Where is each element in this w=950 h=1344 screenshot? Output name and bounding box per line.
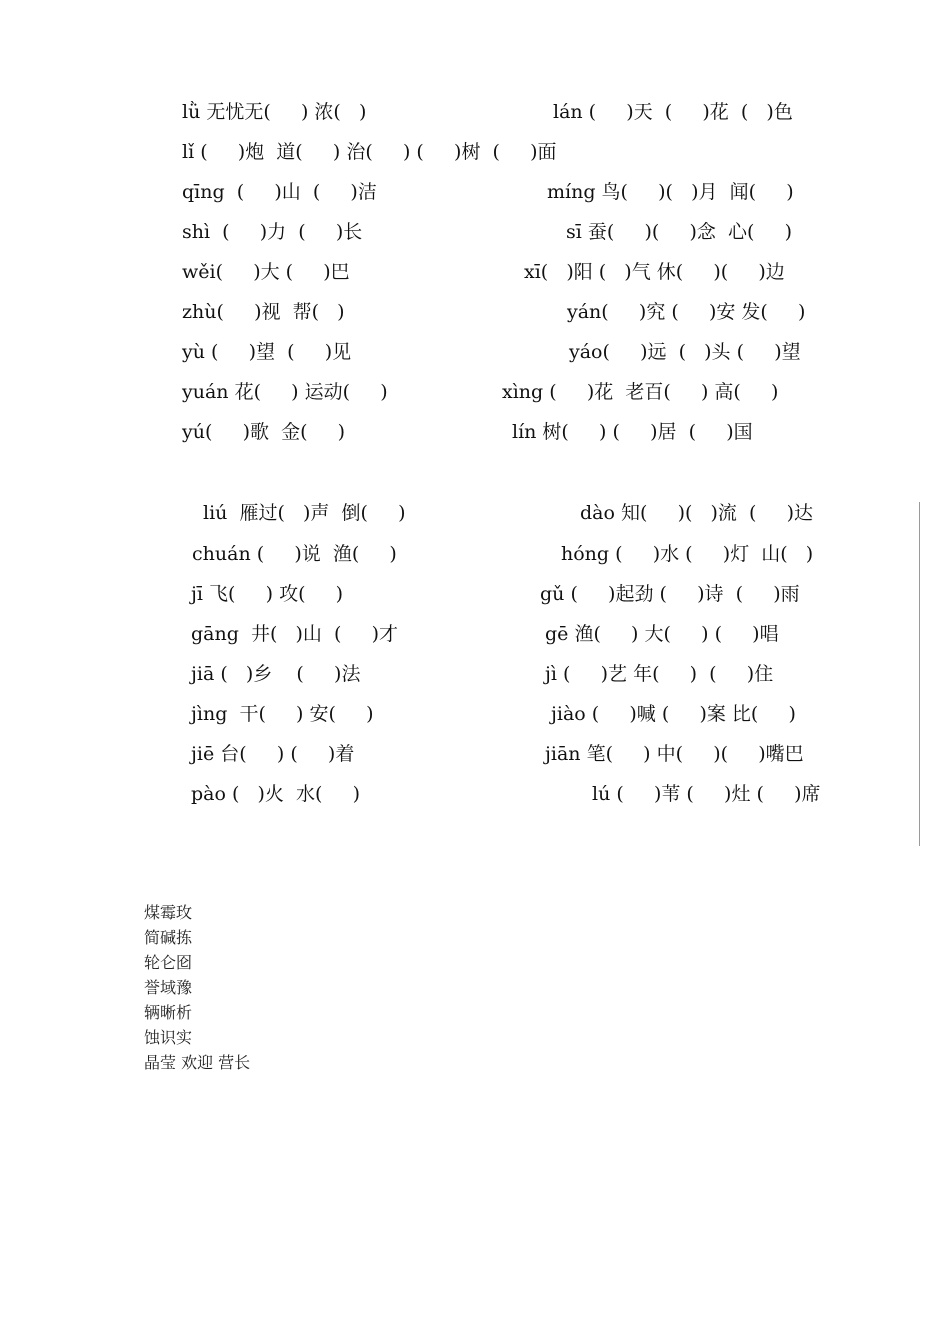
exercise-row: [0, 178, 950, 206]
left-item: gāng 井( )山 ( )才: [191, 623, 399, 645]
right-item: sī 蚕( )( )念 心( ): [566, 221, 793, 243]
exercise-row: [0, 138, 950, 166]
exercise-row: [0, 298, 950, 326]
exercise-row: [0, 780, 950, 808]
right-item: lán ( )天 ( )花 ( )色: [553, 101, 793, 123]
left-item: yù ( )望 ( )见: [182, 341, 352, 363]
left-item: pào ( )火 水( ): [191, 783, 361, 805]
notes-list: [144, 900, 444, 1075]
left-item: jiā ( )乡 ( )法: [191, 663, 361, 685]
left-item: yuán 花( ) 运动( ): [182, 381, 388, 403]
right-item: hóng ( )水 ( )灯 山( ): [561, 543, 814, 565]
right-item: yán( )究 ( )安 发( ): [567, 301, 806, 323]
note-line: 誉域豫: [144, 978, 193, 997]
left-item: qīng ( )山 ( )洁: [182, 181, 377, 203]
note-line: 煤霉玫: [144, 903, 193, 922]
right-item: jiān 笔( ) 中( )( )嘴巴: [545, 743, 804, 765]
left-item: chuán ( )说 渔( ): [192, 543, 397, 565]
note-line: 轮仑囵: [144, 953, 193, 972]
right-item: lín 树( ) ( )居 ( )国: [512, 421, 753, 443]
left-item: lǐ ( )炮 道( ) 治( ) ( )树 ( )面: [182, 141, 557, 163]
note-line: 辆晰析: [144, 1003, 193, 1022]
right-item: míng 鸟( )( )月 闻( ): [547, 181, 794, 203]
note-line: 蚀识实: [144, 1028, 193, 1047]
right-item: xī( )阳 ( )气 休( )( )边: [524, 261, 785, 283]
exercise-row: [0, 580, 950, 608]
left-item: jìng 干( ) 安( ): [191, 703, 374, 725]
right-item: lú ( )苇 ( )灶 ( )席: [592, 783, 821, 805]
exercise-row: [0, 418, 950, 446]
right-item: yáo( )远 ( )头 ( )望: [569, 341, 801, 363]
exercise-row: [0, 338, 950, 366]
exercise-row: [0, 740, 950, 768]
right-item: jiào ( )喊 ( )案 比( ): [551, 703, 796, 725]
left-item: zhù( )视 帮( ): [182, 301, 345, 323]
exercise-row: [0, 218, 950, 246]
right-item: jì ( )艺 年( ) ( )住: [545, 663, 774, 685]
right-item: gǔ ( )起劲 ( )诗 ( )雨: [540, 583, 800, 605]
exercise-row: [0, 700, 950, 728]
exercise-row: [0, 620, 950, 648]
left-item: shì ( )力 ( )长: [182, 221, 363, 243]
exercise-row: [0, 660, 950, 688]
exercise-row: [0, 258, 950, 286]
right-item: xìng ( )花 老百( ) 高( ): [502, 381, 779, 403]
note-line: 晶莹 欢迎 营长: [144, 1053, 251, 1072]
exercise-row: [0, 540, 950, 568]
margin-rule: [919, 502, 920, 846]
exercise-row: [0, 98, 950, 126]
note-line: 简碱拣: [144, 928, 193, 947]
left-item: liú 雁过( )声 倒( ): [203, 502, 406, 524]
left-item: jiē 台( ) ( )着: [191, 743, 355, 765]
left-item: wěi( )大 ( )巴: [182, 261, 350, 283]
exercise-row: [0, 378, 950, 406]
right-item: dào 知( )( )流 ( )达: [580, 502, 814, 524]
left-item: jī 飞( ) 攻( ): [191, 583, 344, 605]
exercise-row: [0, 499, 950, 527]
left-item: lǜ 无忧无( ) 浓( ): [182, 101, 367, 123]
left-item: yú( )歌 金( ): [182, 421, 346, 443]
right-item: gē 渔( ) 大( ) ( )唱: [545, 623, 779, 645]
